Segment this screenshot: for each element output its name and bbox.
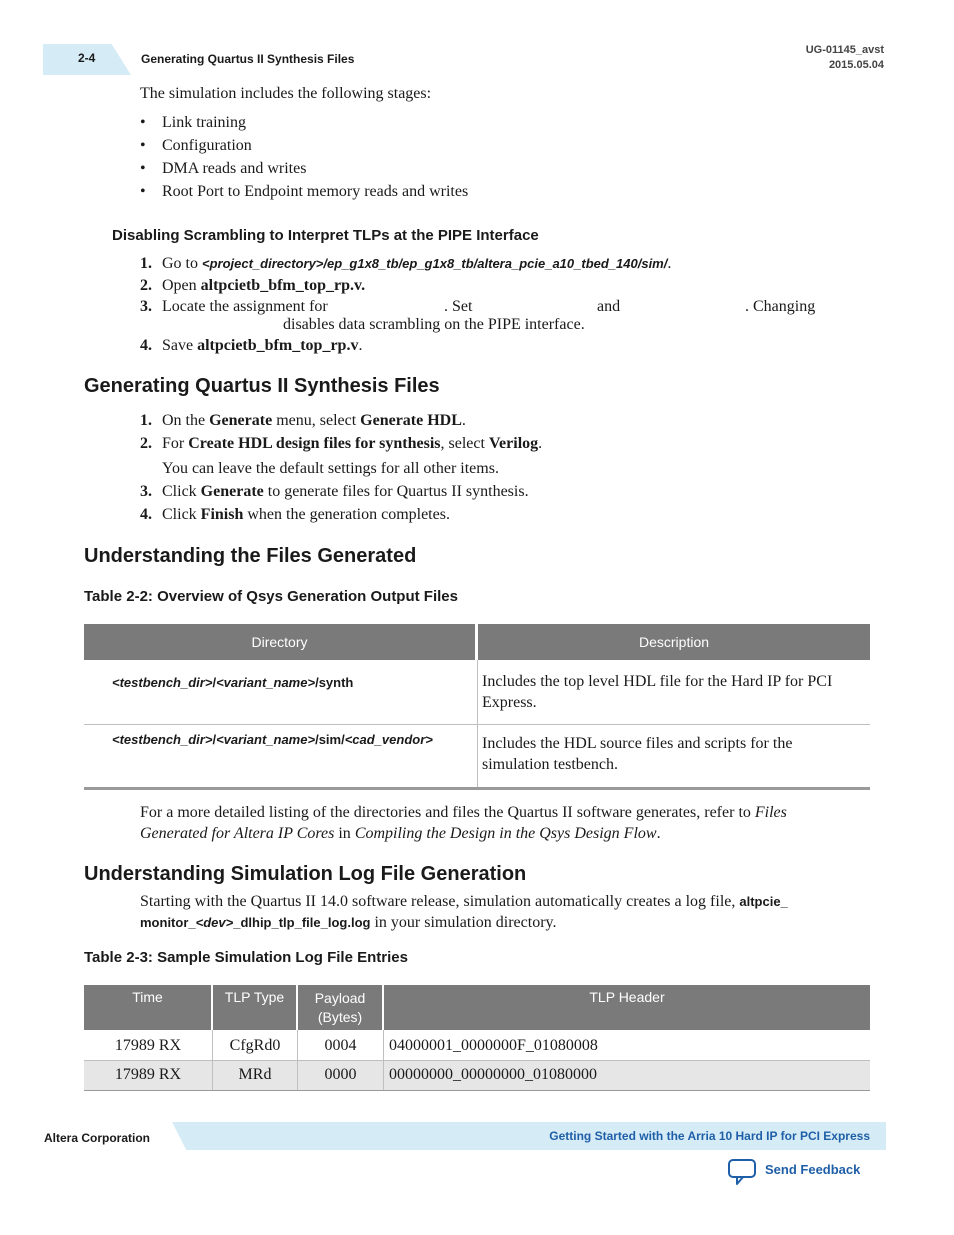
- list-item: • Configuration: [140, 137, 468, 160]
- log-entries-table: [84, 985, 870, 1091]
- table-2-3-caption: Table 2-3: Sample Simulation Log File Entries: [84, 949, 408, 966]
- step-2-note: You can leave the default settings for all other items.: [162, 460, 499, 477]
- step-text: Go to: [162, 255, 202, 272]
- column-header-description: Description: [478, 624, 870, 660]
- step-text: and: [597, 298, 621, 315]
- step-2: [140, 277, 366, 295]
- table-2-2-caption: Table 2-2: Overview of Qsys Generation Output Files: [84, 588, 458, 605]
- column-header-payload: Payload (Bytes): [298, 985, 382, 1030]
- guide-title-link[interactable]: Getting Started with the Arria 10 Hard IP for PCI Express: [549, 1129, 870, 1143]
- table-row: <testbench_dir>/<variant_name>/synth: [112, 675, 354, 690]
- table-cell-type: MRd: [238, 1066, 272, 1083]
- files-note: For a more detailed listing of the directories and files the Quartus II software generates, refer to Files Generated for Altera IP Cores in Compiling the Design in the Qsys Design Flow.: [140, 804, 787, 842]
- step-number: 1.: [140, 412, 152, 429]
- step-text: Save: [162, 337, 198, 354]
- reference-link[interactable]: Compiling the Design in the Qsys Design Flow: [354, 825, 657, 842]
- synthesis-heading: Generating Quartus II Synthesis Files: [84, 375, 440, 397]
- step-1: 1. On the Generate menu, select Generate HDL.: [140, 412, 466, 429]
- list-item: • Root Port to Endpoint memory reads and writes: [140, 183, 468, 206]
- page-number: 2-4: [78, 51, 96, 65]
- step-3: [140, 298, 860, 333]
- step-3: 3. Click Generate to generate files for Quartus II synthesis.: [140, 483, 529, 500]
- list-item: • Link training: [140, 114, 468, 137]
- row-divider: [84, 724, 870, 725]
- table-cell-description: Includes the top level HDL file for the Hard IP for PCI Express.: [482, 673, 833, 711]
- doc-date-text: 2015.05.04: [828, 59, 884, 71]
- button-name: Finish: [200, 506, 244, 523]
- table-cell-time: 17989 RX: [114, 1066, 182, 1083]
- files-heading: Understanding the Files Generated: [84, 545, 417, 567]
- intro-text: The simulation includes the following stages:: [140, 85, 432, 102]
- table-row: <testbench_dir>/<variant_name>/sim/<cad_vendor>: [112, 732, 433, 747]
- feedback-icon[interactable]: [727, 1158, 757, 1186]
- table-cell-payload: 0004: [324, 1037, 357, 1054]
- step-number: 3.: [140, 298, 152, 315]
- step-2: 2. For Create HDL design files for synthesis, select Verilog.: [140, 435, 543, 452]
- table-cell-type: CfgRd0: [229, 1037, 281, 1054]
- menu-item: Generate HDL: [360, 412, 462, 429]
- step-4: 4. Save altpcietb_bfm_top_rp.v.: [140, 337, 363, 354]
- table-cell-payload: 0000: [324, 1066, 357, 1083]
- menu-name: Generate: [209, 412, 273, 429]
- column-header-tlp-type: TLP Type: [213, 985, 296, 1030]
- step-number: 1.: [140, 255, 152, 272]
- table-bottom-rule: [84, 1090, 870, 1091]
- file-name: altpcietb_bfm_top_rp.v.: [200, 277, 366, 294]
- stage-list: [140, 114, 468, 206]
- doc-id-text: UG-01145_avst: [805, 44, 884, 56]
- step-number: 4.: [140, 337, 152, 354]
- synthesis-steps: [140, 412, 860, 527]
- step-number: 2.: [140, 277, 152, 294]
- step-text: . Set: [444, 298, 473, 315]
- table-cell-time: 17989 RX: [114, 1037, 182, 1054]
- column-header-time: Time: [84, 985, 211, 1030]
- step-text: . Changing: [745, 298, 816, 315]
- scrambling-heading: Disabling Scrambling to Interpret TLPs at the PIPE Interface: [112, 227, 539, 244]
- company-name: Altera Corporation: [44, 1131, 151, 1145]
- table-cell-header: 00000000_00000000_01080000: [389, 1066, 597, 1083]
- file-name: altpcietb_bfm_top_rp.v: [197, 337, 359, 354]
- step-1: 1. Go to <project_directory>/ep_g1x8_tb/ep_g1x8_tb/altera_pcie_a10_tbed_140/sim/.: [140, 255, 672, 272]
- column-header-directory: Directory: [84, 624, 475, 660]
- table-bottom-rule: [84, 787, 870, 790]
- button-name: Generate: [200, 483, 264, 500]
- log-file-name: altpcie_: [739, 894, 788, 909]
- option-name: Create HDL design files for synthesis: [188, 435, 441, 452]
- speech-bubble-icon: [727, 1158, 757, 1186]
- log-text: Starting with the Quartus II 14.0 software release, simulation automatically creates a log file, altpcie_ monitor_<dev>_dlhip_tlp_file_log.log in your simulation directory.: [140, 893, 788, 931]
- scrambling-steps: [140, 255, 860, 365]
- output-files-table: [84, 624, 870, 791]
- document-id: [806, 43, 884, 73]
- reference-link[interactable]: Files Generated for Altera IP Cores: [140, 804, 787, 842]
- row-divider: [84, 1060, 870, 1061]
- step-number: 4.: [140, 506, 152, 523]
- step-4: 4. Click Finish when the generation completes.: [140, 506, 450, 523]
- step-number: 3.: [140, 483, 152, 500]
- table-cell-description: Includes the HDL source files and scripts for the simulation testbench.: [482, 735, 793, 773]
- running-title: Generating Quartus II Synthesis Files: [141, 52, 355, 66]
- step-text: Open: [162, 277, 201, 294]
- column-divider: [383, 1030, 384, 1090]
- step-text: Locate the assignment for: [162, 298, 328, 315]
- column-header-tlp-header: TLP Header: [384, 985, 870, 1030]
- step-number: 2.: [140, 435, 152, 452]
- send-feedback-link[interactable]: Send Feedback: [765, 1162, 861, 1177]
- step-text: disables data scrambling on the PIPE interface.: [283, 316, 585, 333]
- list-item: • DMA reads and writes: [140, 160, 468, 183]
- table-cell-header: 04000001_0000000F_01080008: [389, 1037, 598, 1054]
- option-value: Verilog: [488, 435, 539, 452]
- log-heading: Understanding Simulation Log File Generation: [84, 863, 527, 885]
- project-path: <project_directory>/ep_g1x8_tb/ep_g1x8_tb/altera_pcie_a10_tbed_140/sim/: [202, 256, 668, 271]
